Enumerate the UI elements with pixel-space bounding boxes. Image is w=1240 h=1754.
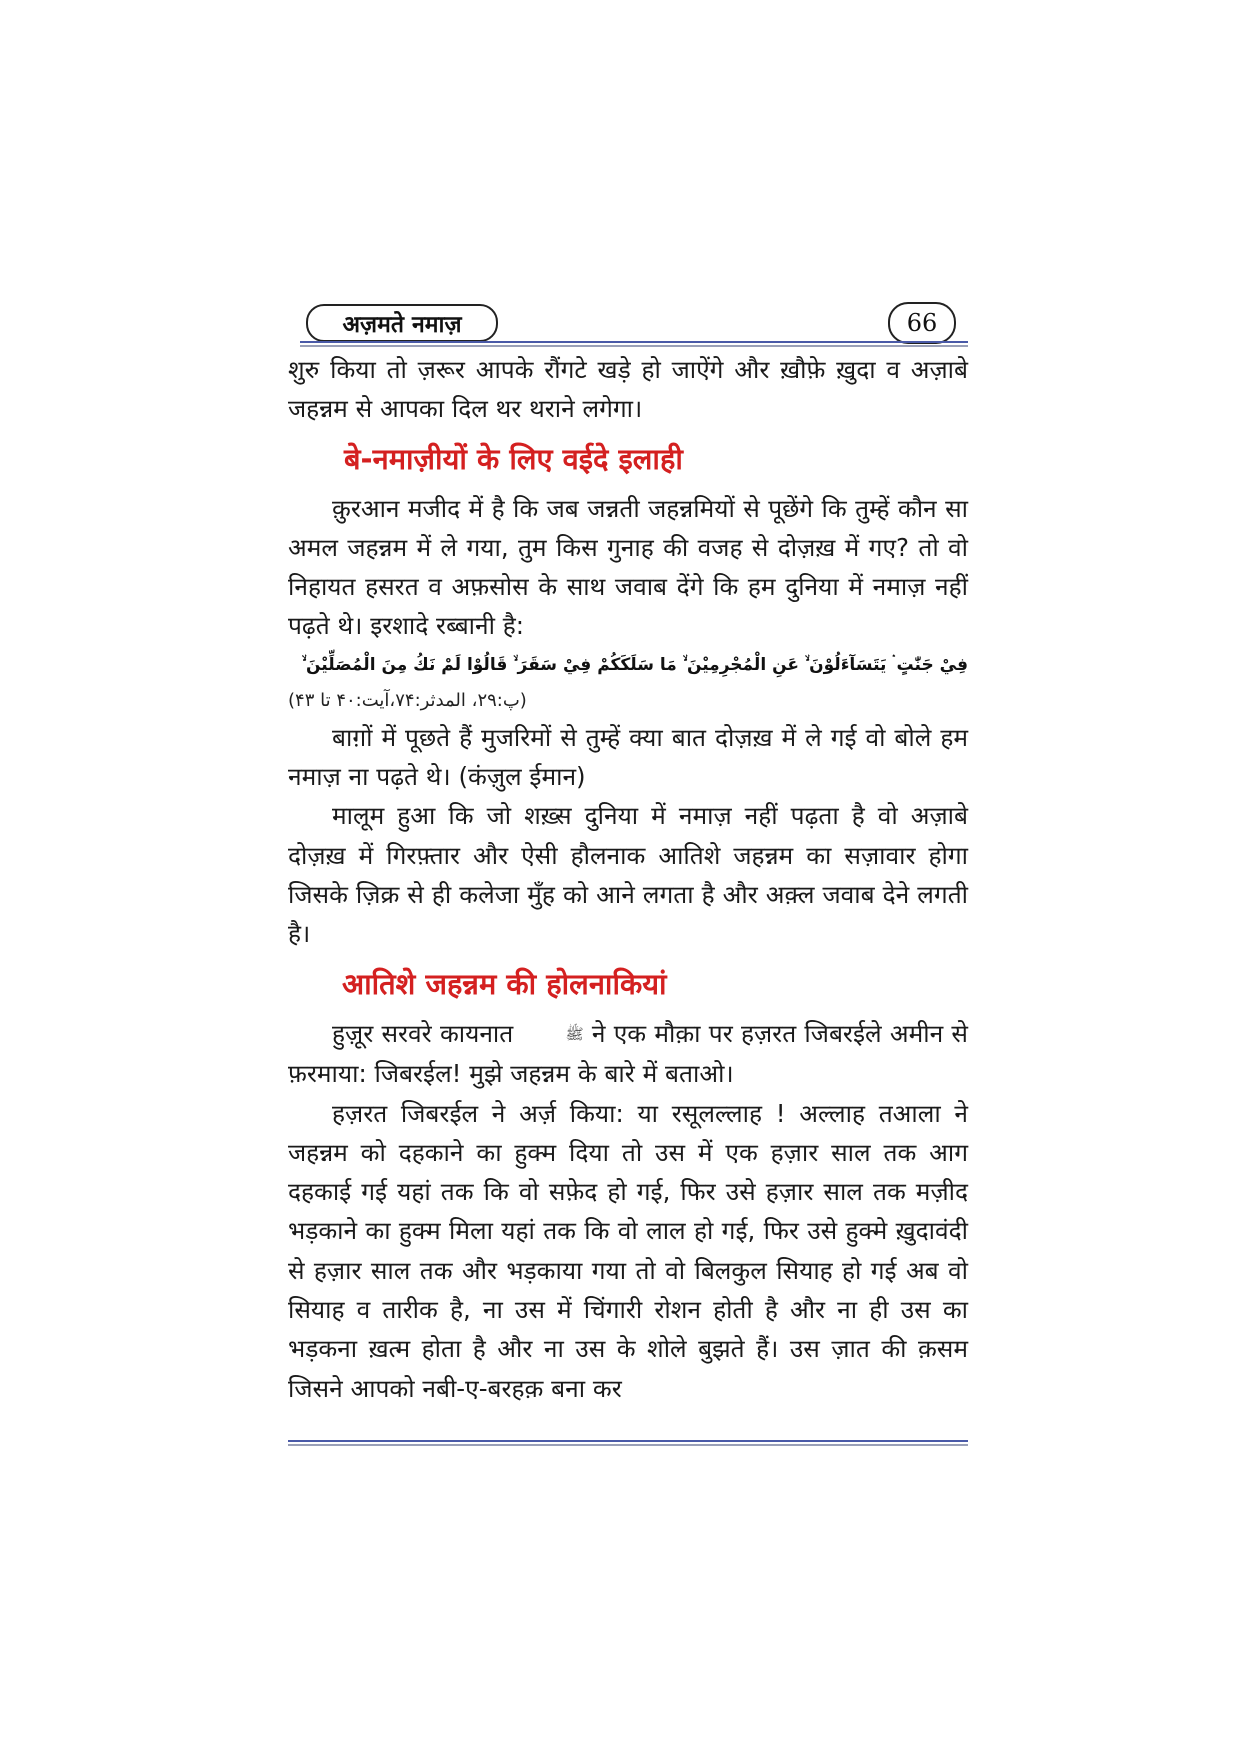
- verse-citation: [288, 684, 968, 718]
- paragraph-translation: बाग़ों में पूछते हैं मुजरिमों से तुम्हें क्या बात दोज़ख़ में ले गई वो बोले हम नमाज़ ना पढ़ते थे। (कंज़ुल ईमान): [288, 722, 968, 792]
- paragraph-hadith-intro: [288, 1014, 968, 1094]
- arabic-verse: فِيْ جَنّٰتٍ ۛ يَتَسَآءَلُوْنَ ۙ عَنِ الْمُجْرِمِيْنَ ۙ مَا سَلَكَكُمْ فِيْ سَقَرَ ۙ قَالُوْا لَمْ نَكُ مِنَ الْمُصَلِّيْنَ ۙ: [301, 654, 968, 675]
- header-rule-bottom: [300, 345, 968, 347]
- page-number: 66: [888, 302, 956, 344]
- hadith-intro-start: हुज़ूर सरवरे कायनात: [332, 1018, 514, 1048]
- page-body: [288, 350, 968, 1408]
- footer-rule-bottom: [288, 1444, 968, 1446]
- section-heading-warning: बे-नमाज़ीयों के लिए वईदे इलाही: [344, 441, 683, 476]
- book-title: अज़मते नमाज़: [306, 304, 498, 342]
- header-rule-top: [300, 341, 968, 343]
- paragraph-explanation: मालूम हुआ कि जो शख़्स दुनिया में नमाज़ नहीं पढ़ता है वो अज़ाबे दोज़ख़ में गिरफ़्तार और ऐसी हौलनाक आतिशे जहन्नम का सज़ावार होगा जिसके ज़िक्र से ही कलेजा मुँह को आने लगता है और अक़्ल जवाब देने लगती है।: [288, 801, 968, 949]
- page-header: [300, 300, 968, 348]
- section-heading-hellfire: आतिशे जहन्नम की होलनाकियां: [342, 966, 667, 1001]
- footer-rule-top: [288, 1440, 968, 1442]
- hadith-intro-end: ने एक मौक़ा पर हज़रत जिबरईले अमीन से फ़रमाया: जिबरईल! मुझे जहन्नम के बारे में बताओ।: [288, 1018, 968, 1089]
- honorific-symbol: ﷺ: [565, 1024, 584, 1043]
- paragraph-quran-intro: क़ुरआन मजीद में है कि जब जन्नती जहन्नमियों से पूछेंगे कि तुम्हें कौन सा अमल जहन्नम में ले गया, तुम किस गुनाह की वजह से दोज़ख़ में गए? तो वो निहायत हसरत व अफ़सोस के साथ जवाब देंगे कि हम दुनिया में नमाज़ नहीं पढ़ते थे। इरशादे रब्बानी है:: [288, 493, 968, 641]
- paragraph-hadith-body: हज़रत जिबरईल ने अर्ज़ किया: या रसूलल्लाह ! अल्लाह तआला ने जहन्नम को दहकाने का हुक्म दिया तो उस में एक हज़ार साल तक आग दहकाई गई यहां तक कि वो सफ़ेद हो गई, फिर उसे हज़ार साल तक मज़ीद भड़काने का हुक्म मिला यहां तक कि वो लाल हो गई, फिर उसे हुक्मे ख़ुदावंदी से हज़ार साल तक और भड़काया गया तो वो बिलकुल सियाह हो गई अब वो सियाह व तारीक है, ना उस में चिंगारी रोशन होती है और ना ही उस का भड़कना ख़त्म होता है और ना उस के शोले बुझते हैं। उस ज़ात की क़सम जिसने आपको नबी-ए-बरहक़ बना कर: [288, 1098, 968, 1403]
- verse-citation-text: (پ:۲۹، المدثر:۷۴،آیت:۴۰ تا ۴۳): [288, 689, 527, 711]
- paragraph-continuation: शुरु किया तो ज़रूर आपके रौंगटे खड़े हो जाऐंगे और ख़ौफ़े ख़ुदा व अज़ाबे जहन्नम से आपका दिल थर थराने लगेगा।: [288, 355, 968, 424]
